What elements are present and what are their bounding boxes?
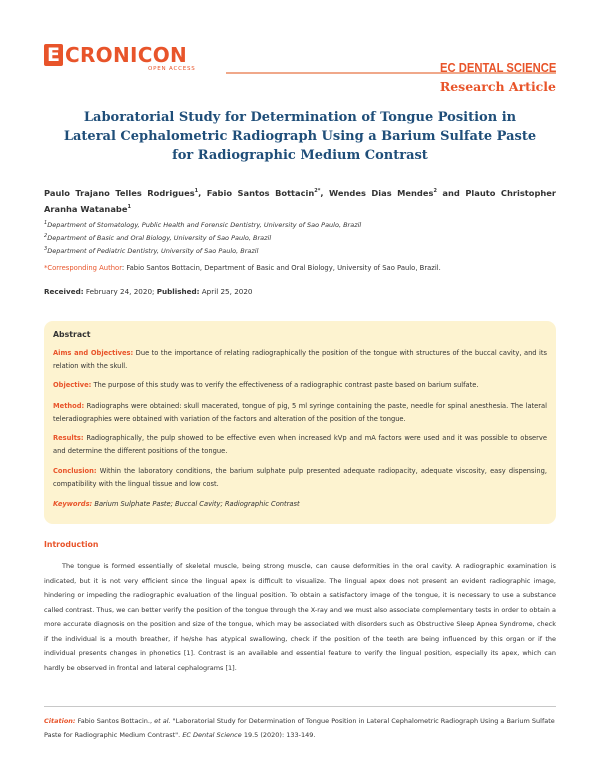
author-affil-mark: 2* — [314, 188, 321, 194]
footer-divider — [44, 706, 556, 707]
abstract-keywords: Keywords: Barium Sulphate Paste; Buccal Cavity; Radiographic Contrast — [53, 500, 300, 508]
affiliation: $^2$Department of Basic and Oral Biology, University of Sao Paulo, Brazil — [44, 233, 272, 243]
abstract-conclusion: Conclusion: Within the laboratory conditions, the barium sulphate pulp presented adequate radiopacity, adequate viscosity, easy dispensing, compatibility with the lingual tissue and low cost. — [53, 467, 547, 488]
author-affil-mark: 1 — [127, 203, 131, 210]
logo-letter: E — [47, 44, 60, 66]
author-name: Fabio Santos Bottacin — [206, 187, 315, 198]
logo-subtitle: OPEN ACCESS — [148, 66, 196, 72]
abstract-results: Results: Radiographically, the pulp showed to be effective even when increased kVp and mA factors were used and it was possible to observe and determine the different positions of the tongue. — [53, 434, 547, 455]
corresponding-author: *Corresponding Author: Fabio Santos Bottacin, Department of Basic and Oral Biology, University of Sao Paulo, Brazil. — [44, 264, 441, 272]
author-name: Paulo Trajano Telles Rodrigues — [44, 187, 195, 198]
journal-name: EC DENTAL SCIENCE — [439, 61, 556, 75]
author-affil-mark: 1 — [194, 188, 199, 194]
cronicon-logo — [44, 44, 204, 76]
author-affil-mark: 2 — [433, 188, 437, 194]
citation: Citation: Fabio Santos Bottacin., et al. "Laboratorial Study for Determination of Tongue Position in Lateral Cephalometric Radiograph Using a Barium Sulfate Paste for Radiographic Medium Contrast". EC Dental Science 19.5 (2020): 133-149. — [44, 717, 555, 739]
abstract-box — [44, 321, 556, 524]
abstract-objective: Objective: The purpose of this study was to verify the effectiveness of a radiographic contrast paste based on barium sulfate. — [53, 381, 479, 389]
paper-title: Laboratorial Study for Determination of Tongue Position in Lateral Cephalometric Radiograph Using a Barium Sulfate Paste for Radiographic Medium Contrast — [63, 110, 537, 163]
introduction-paragraph: The tongue is formed essentially of skeletal muscle, being strong muscle, can cause deformities in the oral cavity. A radiographic examination is indicated, but it is not very efficient since the lingual apex is difficult to visualize. The lingual apex does not present an evident radiographic image, hindering or impeding the radiographic evaluation of the lingual position. To obtain a satisfactory image of the tongue, it is necessary to use a substance called contrast. Thus, we can better verify the position of the tongue through the X-ray and we must also associate complementary tests in order to obtain a more accurate diagnosis on the position and size of the tongue, which may be associated with disorders such as Obstructive Sleep Apnea Syndrome, check if the individual is a mouth breather, if he/she has atypical swallowing, check if the position of the teeth are being influenced by this organ or if the individual presents changes in phonetics [1]. Contrast is an available and essential feature to verify the lingual position, especially its apex, which can hardly be observed in frontal and lateral cephalograms [1]. — [44, 562, 556, 672]
affiliation: $^1$Department of Stomatology, Public Health and Forensic Dentistry, University of Sao Paulo, Brazil — [44, 220, 362, 230]
abstract-aims: Aims and Objectives: Due to the importance of relating radiographically the position of the tongue with structures of the buccal cavity, and its relation with the skull. — [53, 349, 548, 370]
author-name: Wendes Dias Mendes — [329, 187, 434, 198]
abstract-method: Method: Radiographs were obtained: skull macerated, tongue of pig, 5 ml syringe containing the paste, needle for spinal anesthesia. The lateral teleradiographies were obtained with variation of the factors and alteration of the position of the tongue. — [53, 402, 547, 423]
corresponding-author-label: *Corresponding Author — [44, 264, 122, 272]
publication-dates: Received: February 24, 2020; Published: April 25, 2020 — [44, 287, 253, 296]
abstract-title: Abstract — [53, 330, 91, 339]
citation-label: Citation: — [44, 717, 76, 725]
author-list: Paulo Trajano Telles Rodrigues$^1$, Fabio Santos Bottacin$^{2*}$, Wendes Dias Mendes$^2$ and Plauto Christopher Aranha Watanabe$^1$ — [44, 187, 557, 214]
article-type: Research Article — [439, 79, 556, 94]
logo-wordmark: CRONICON — [65, 43, 188, 67]
author-name: Plauto Christopher Aranha Watanabe — [44, 187, 557, 214]
affiliation: $^3$Department of Pediatric Dentistry, University of Sao Paulo, Brazil — [44, 246, 259, 256]
section-heading-introduction: Introduction — [44, 540, 99, 549]
logo-box — [44, 44, 63, 66]
citation-journal: EC Dental Science — [182, 731, 242, 739]
